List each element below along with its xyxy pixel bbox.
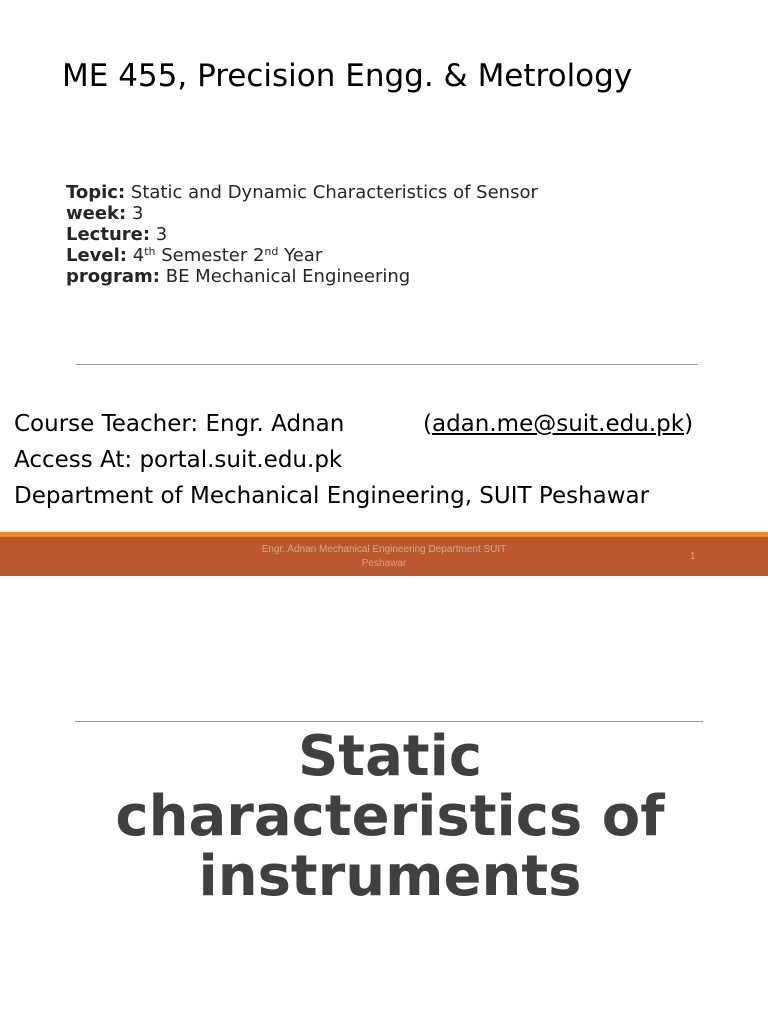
topic-label: Topic: bbox=[66, 182, 126, 203]
slide-2-divider-line bbox=[75, 721, 703, 722]
page-number: 1 bbox=[690, 551, 696, 562]
level-ordinal-1: th bbox=[144, 245, 156, 258]
level-ordinal-2: nd bbox=[264, 245, 279, 258]
level-row bbox=[66, 245, 538, 266]
email-link[interactable]: adan.me@suit.edu.pk bbox=[431, 411, 685, 437]
week-label: week: bbox=[66, 203, 127, 224]
topic-value: Static and Dynamic Characteristics of Sensor bbox=[130, 182, 538, 203]
email-wrap bbox=[423, 406, 693, 442]
topic-row bbox=[66, 182, 538, 203]
level-label: Level: bbox=[66, 245, 127, 266]
divider-line bbox=[76, 364, 698, 365]
lecture-value: 3 bbox=[155, 224, 168, 245]
lecture-label: Lecture: bbox=[66, 224, 151, 245]
teacher-row bbox=[14, 406, 754, 442]
program-value: BE Mechanical Engineering bbox=[165, 266, 411, 287]
slide-footer bbox=[0, 537, 768, 576]
department-row: Department of Mechanical Engineering, SUIT Peshawar bbox=[14, 483, 650, 509]
slide-2-heading: Static characteristics of instruments bbox=[115, 724, 665, 909]
level-year: Year bbox=[284, 245, 323, 266]
access-row: Access At: portal.suit.edu.pk bbox=[14, 447, 343, 473]
lecture-info bbox=[66, 182, 538, 287]
program-row bbox=[66, 266, 538, 287]
level-number: 4 bbox=[132, 245, 145, 266]
footer-text: Engr. Adnan Mechanical Engineering Department SUIT Peshawar bbox=[261, 544, 507, 569]
program-label: program: bbox=[66, 266, 160, 287]
email-close-paren: ) bbox=[684, 411, 694, 437]
week-row bbox=[66, 203, 538, 224]
level-semester: Semester 2 bbox=[161, 245, 265, 266]
lecture-row bbox=[66, 224, 538, 245]
teacher-block bbox=[14, 406, 754, 514]
email-open-paren: ( bbox=[423, 411, 432, 437]
teacher-name: Course Teacher: Engr. Adnan bbox=[14, 411, 345, 437]
slide-title: ME 455, Precision Engg. & Metrology bbox=[62, 58, 633, 94]
week-value: 3 bbox=[131, 203, 144, 224]
